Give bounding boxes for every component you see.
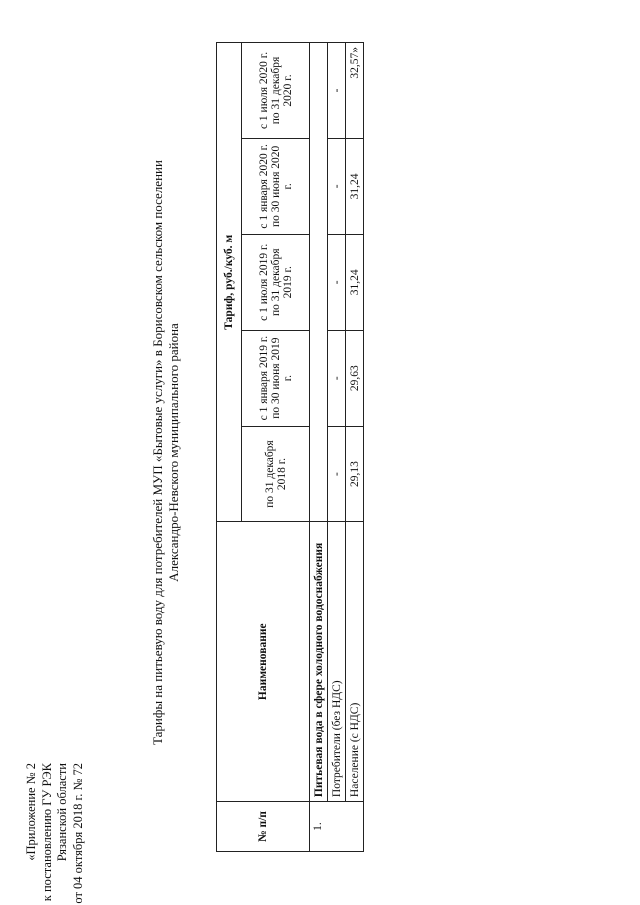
header-period: с 1 января 2020 г. по 30 июня 2020 г. xyxy=(242,138,310,234)
row-label: Потребители (без НДС) xyxy=(328,522,346,802)
header-row-top xyxy=(217,43,242,852)
appendix-header xyxy=(24,763,86,905)
section-empty xyxy=(310,43,328,522)
section-label: Питьевая вода в сфере холодного водоснабжения xyxy=(310,522,328,802)
row-value: 29,13 xyxy=(346,426,364,522)
row-value: - xyxy=(328,234,346,330)
header-num: № п/п xyxy=(217,802,310,852)
title-line-1: Тарифы на питьевую воду для потребителей МУП «Бытовые услуги» в Борисовском сельском поселении xyxy=(150,160,165,745)
row-value: 32,57» xyxy=(346,43,364,139)
header-period: с 1 июля 2019 г. по 31 декабря 2019 г. xyxy=(242,234,310,330)
appendix-resolution: к постановлению ГУ РЭК Рязанской области xyxy=(39,763,69,902)
row-value: 31,24 xyxy=(346,234,364,330)
section-num: 1. xyxy=(310,802,364,852)
header-name: Наименование xyxy=(217,522,310,802)
row-value: - xyxy=(328,330,346,426)
header-tariff: Тариф, руб./куб. м xyxy=(217,43,242,522)
header-period: с 1 января 2019 г. по 30 июня 2019 г. xyxy=(242,330,310,426)
row-value: - xyxy=(328,426,346,522)
tariff-table xyxy=(216,42,364,852)
row-value: - xyxy=(328,43,346,139)
row-label: Население (с НДС) xyxy=(346,522,364,802)
table-row xyxy=(346,43,364,852)
title-line-2: Александро-Невского муниципального района xyxy=(165,323,181,582)
row-value: 31,24 xyxy=(346,138,364,234)
appendix-date: от 04 октября 2018 г. № 72 xyxy=(70,763,85,904)
appendix-number: «Приложение № 2 xyxy=(24,763,38,861)
table-row xyxy=(328,43,346,852)
section-row xyxy=(310,43,328,852)
row-value: 29,63 xyxy=(346,330,364,426)
header-period: по 31 декабря 2018 г. xyxy=(242,426,310,522)
document-title xyxy=(150,100,181,805)
header-period: с 1 июля 2020 г. по 31 декабря 2020 г. xyxy=(242,43,310,139)
row-value: - xyxy=(328,138,346,234)
